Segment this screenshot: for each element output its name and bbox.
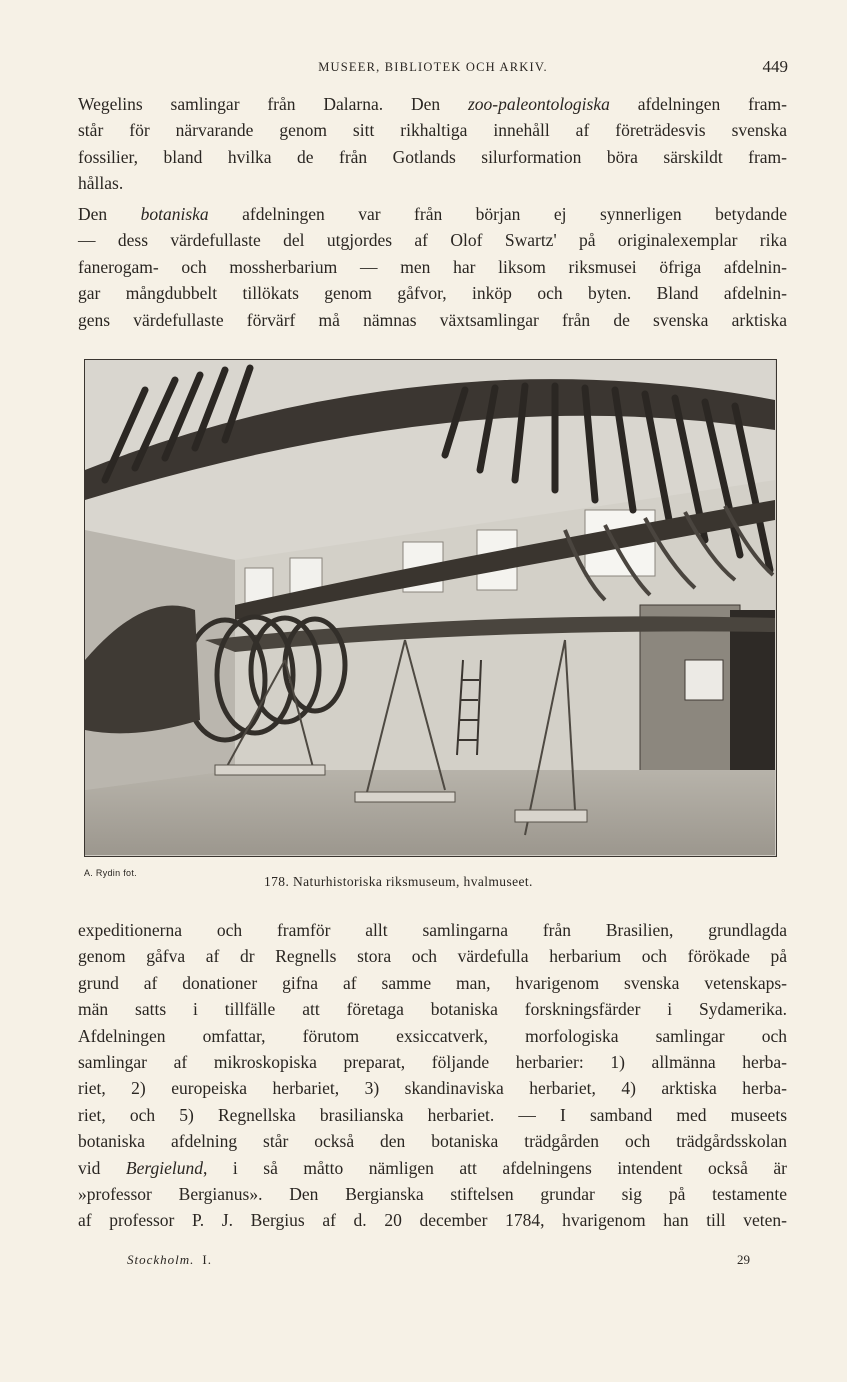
paragraph-collections: [78, 917, 787, 1234]
text-segment: botaniska afdelning står också den botaniska trädgården och trädgårdsskolan: [78, 1131, 787, 1152]
text-line: [78, 254, 787, 280]
text-line: [78, 91, 787, 117]
text-segment: fossilier, bland hvilka de från Gotlands silurformation böra särskildt fram-: [78, 146, 787, 167]
text-line: [78, 227, 787, 253]
text-line: [78, 1155, 787, 1181]
printer-signature: Stockholm. I.: [127, 1252, 212, 1267]
page-footer: [127, 1252, 750, 1270]
text-line: [78, 280, 787, 306]
text-line: [78, 943, 787, 969]
emphasized-term: Bergielund: [125, 1157, 203, 1178]
text-segment: fanerogam- och mossherbarium — men har liksom riksmusei öfriga afdelnin-: [78, 256, 787, 277]
figure-caption: 178. Naturhistoriska riksmuseum, hvalmuseet.: [264, 874, 533, 889]
sheet-number: 29: [737, 1252, 750, 1267]
text-segment: af professor P. J. Bergius af d. 20 december 1784, hvarigenom han till veten-: [78, 1210, 787, 1231]
text-segment: afdelningen var från början ej synnerligen betydande: [208, 204, 787, 224]
text-segment: grund af donationer gifna af samme man, hvarigenom svenska vetenskaps-: [78, 972, 787, 993]
text-segment: män satts i tillfälle att företaga botaniska forskningsfärder i Sydamerika.: [78, 999, 787, 1020]
paragraph-botanical: [78, 201, 787, 333]
text-segment: Afdelningen omfattar, förutom exsiccatverk, morfologiska samlingar och: [78, 1025, 787, 1046]
text-line: [78, 1181, 787, 1207]
text-segment: vid: [78, 1157, 126, 1178]
text-segment: står för närvarande genom sitt rikhaltiga innehåll af företrädesvis svenska: [78, 120, 787, 141]
text-segment: — dess värdefullaste del utgjordes af Olof Swartz' på originalexemplar rika: [78, 230, 787, 251]
text-segment: hållas.: [78, 173, 124, 194]
running-head: MUSEER, BIBLIOTEK OCH ARKIV.: [318, 60, 548, 74]
text-line: [78, 970, 787, 996]
whale-museum-photo: [84, 359, 777, 857]
paragraph-zoo-paleontological: [78, 91, 787, 197]
text-line: [78, 996, 787, 1022]
text-segment: gar mångdubbelt tillökats genom gåfvor, inköp och byten. Bland afdelnin-: [78, 283, 787, 304]
text-line: [78, 1075, 787, 1101]
text-line: [78, 1023, 787, 1049]
text-line: [78, 1128, 787, 1154]
text-segment: Wegelins samlingar från Dalarna. Den: [78, 94, 468, 114]
text-segment: »professor Bergianus». Den Bergianska stiftelsen grundar sig på testamente: [78, 1184, 787, 1205]
text-segment: riet, och 5) Regnellska brasilianska herbariet. — I samband med museets: [78, 1104, 787, 1125]
text-segment: , i så måtto nämligen att afdelningens intendent också är: [203, 1157, 787, 1178]
text-line: [78, 1049, 787, 1075]
emphasized-term: botaniska: [140, 204, 209, 224]
text-line: [78, 1102, 787, 1128]
page-number: 449: [762, 57, 788, 76]
text-line: [78, 201, 787, 227]
volume-number: I.: [202, 1252, 212, 1267]
page-header: [78, 58, 788, 78]
emphasized-term: zoo-paleontologiska: [467, 94, 610, 114]
text-line: [78, 144, 787, 170]
text-line: [78, 170, 787, 196]
text-segment: genom gåfva af dr Regnells stora och värdefulla herbarium och förökade på: [78, 946, 787, 967]
text-segment: samlingar af mikroskopiska preparat, följande herbarier: 1) allmänna herba-: [78, 1052, 787, 1073]
photo-credit: A. Rydin fot.: [84, 868, 137, 878]
text-line: [78, 1207, 787, 1233]
text-line: [78, 307, 787, 333]
text-segment: Den: [78, 204, 141, 224]
text-line: [78, 117, 787, 143]
text-segment: gens värdefullaste förvärf må nämnas växtsamlingar från de svenska arktiska: [78, 309, 787, 330]
text-line: [78, 917, 787, 943]
text-segment: riet, 2) europeiska herbariet, 3) skandinaviska herbariet, 4) arktiska herba-: [78, 1078, 787, 1099]
text-segment: afdelningen fram-: [609, 94, 788, 114]
text-segment: expeditionerna och framför allt samlingarna från Brasilien, grundlagda: [78, 920, 787, 940]
